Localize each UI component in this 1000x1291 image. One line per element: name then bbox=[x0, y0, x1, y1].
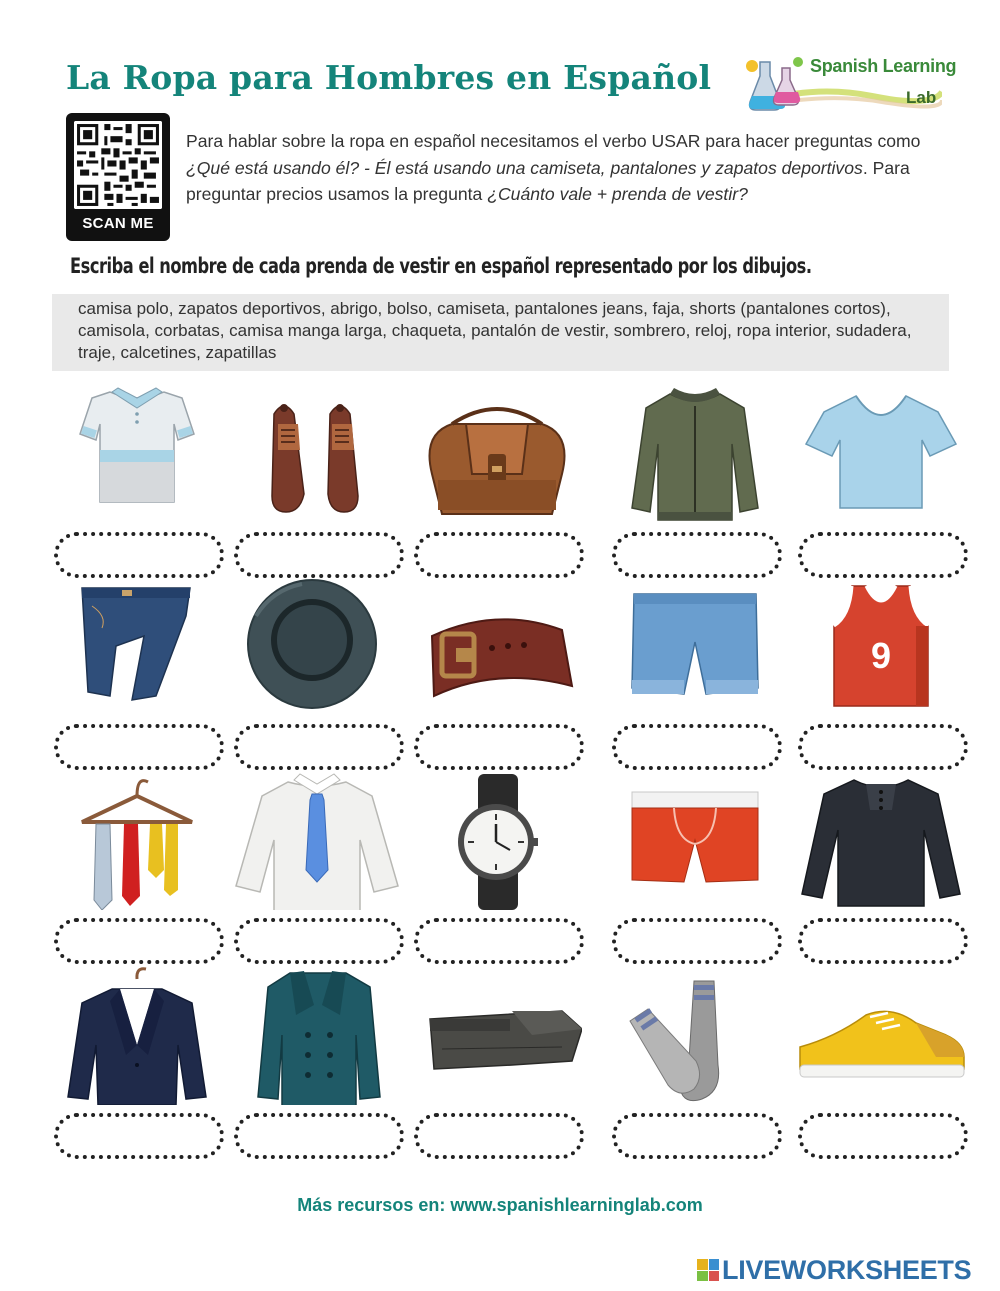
sneaker-icon bbox=[796, 965, 966, 1105]
underwear-icon bbox=[610, 770, 780, 910]
answer-box[interactable] bbox=[54, 532, 224, 578]
item-cell bbox=[610, 770, 780, 960]
item-cell bbox=[232, 965, 402, 1155]
ties-on-hanger-icon bbox=[52, 770, 222, 910]
item-cell bbox=[232, 770, 402, 960]
liveworksheets-logo-icon bbox=[697, 1259, 719, 1281]
t-shirt-icon bbox=[796, 384, 966, 524]
bomber-jacket-icon bbox=[610, 384, 780, 524]
tank-number: 9 bbox=[870, 635, 892, 676]
item-cell bbox=[412, 576, 582, 766]
item-cell bbox=[412, 384, 582, 574]
footer-resources-link[interactable]: Más recursos en: www.spanishlearninglab.com bbox=[297, 1195, 703, 1215]
polo-shirt-icon bbox=[52, 384, 222, 524]
answer-box[interactable] bbox=[612, 532, 782, 578]
answer-box[interactable] bbox=[414, 724, 584, 770]
item-cell bbox=[610, 965, 780, 1155]
logo-text-line1: Spanish Learning bbox=[810, 56, 957, 76]
answer-box[interactable] bbox=[414, 918, 584, 964]
belt-icon bbox=[412, 576, 582, 716]
item-cell bbox=[52, 770, 222, 960]
worksheet-title: La Ropa para Hombres en Español bbox=[66, 58, 712, 97]
answer-box[interactable] bbox=[798, 1113, 968, 1159]
answer-box[interactable] bbox=[798, 724, 968, 770]
answer-box[interactable] bbox=[234, 918, 404, 964]
shorts-icon bbox=[610, 576, 780, 716]
leather-bag-icon bbox=[412, 384, 582, 524]
answer-box[interactable] bbox=[54, 724, 224, 770]
hat-icon bbox=[232, 576, 402, 716]
answer-box[interactable] bbox=[612, 918, 782, 964]
dress-shirt-icon bbox=[232, 770, 402, 910]
answer-box[interactable] bbox=[414, 532, 584, 578]
suit-icon bbox=[52, 965, 222, 1105]
answer-box[interactable] bbox=[234, 532, 404, 578]
item-cell bbox=[796, 965, 966, 1155]
item-cell bbox=[412, 770, 582, 960]
wristwatch-icon bbox=[412, 770, 582, 910]
item-cell bbox=[52, 965, 222, 1155]
answer-box[interactable] bbox=[612, 724, 782, 770]
answer-box[interactable] bbox=[798, 532, 968, 578]
qr-caption: SCAN ME bbox=[82, 215, 154, 232]
answer-box[interactable] bbox=[612, 1113, 782, 1159]
item-cell bbox=[412, 965, 582, 1155]
logo-text-line2: Lab bbox=[906, 88, 937, 107]
intro-paragraph: Para hablar sobre la ropa en español necesitamos el verbo USAR para hacer preguntas como ¿Qué está usando él? - Él está usando una camiseta, pantalones y zapatos deportivos. Para preguntar precios usamos la pregunta ¿Cuánto vale + prenda de vestir? bbox=[186, 131, 921, 204]
item-cell bbox=[232, 576, 402, 766]
jeans-icon bbox=[52, 576, 222, 716]
item-cell bbox=[796, 770, 966, 960]
dress-pants-icon bbox=[412, 965, 582, 1105]
tank-top-icon bbox=[796, 576, 966, 716]
item-cell bbox=[610, 384, 780, 574]
answer-box[interactable] bbox=[54, 918, 224, 964]
answer-box[interactable] bbox=[798, 918, 968, 964]
answer-box[interactable] bbox=[414, 1113, 584, 1159]
answer-box[interactable] bbox=[234, 1113, 404, 1159]
dress-shoes-icon bbox=[232, 384, 402, 524]
coat-icon bbox=[232, 965, 402, 1105]
item-cell bbox=[52, 384, 222, 574]
liveworksheets-watermark: LIVEWORKSHEETS bbox=[697, 1255, 971, 1285]
instruction-text: Escriba el nombre de cada prenda de vestir en español representado por los dibujos. bbox=[70, 254, 812, 278]
socks-icon bbox=[610, 965, 780, 1105]
word-bank: camisa polo, zapatos deportivos, abrigo, bolso, camiseta, pantalones jeans, faja, shorts (pantalones cortos), camisola, corbatas, camisa manga larga, chaqueta, pantalón de vestir, sombrero, reloj, ropa interior, sudadera, traje, calcetines, zapatillas bbox=[52, 294, 949, 371]
item-cell bbox=[610, 576, 780, 766]
answer-box[interactable] bbox=[54, 1113, 224, 1159]
item-cell bbox=[232, 384, 402, 574]
item-cell bbox=[796, 384, 966, 574]
sweatshirt-icon bbox=[796, 770, 966, 910]
item-cell bbox=[52, 576, 222, 766]
answer-box[interactable] bbox=[234, 724, 404, 770]
item-cell bbox=[796, 576, 966, 766]
